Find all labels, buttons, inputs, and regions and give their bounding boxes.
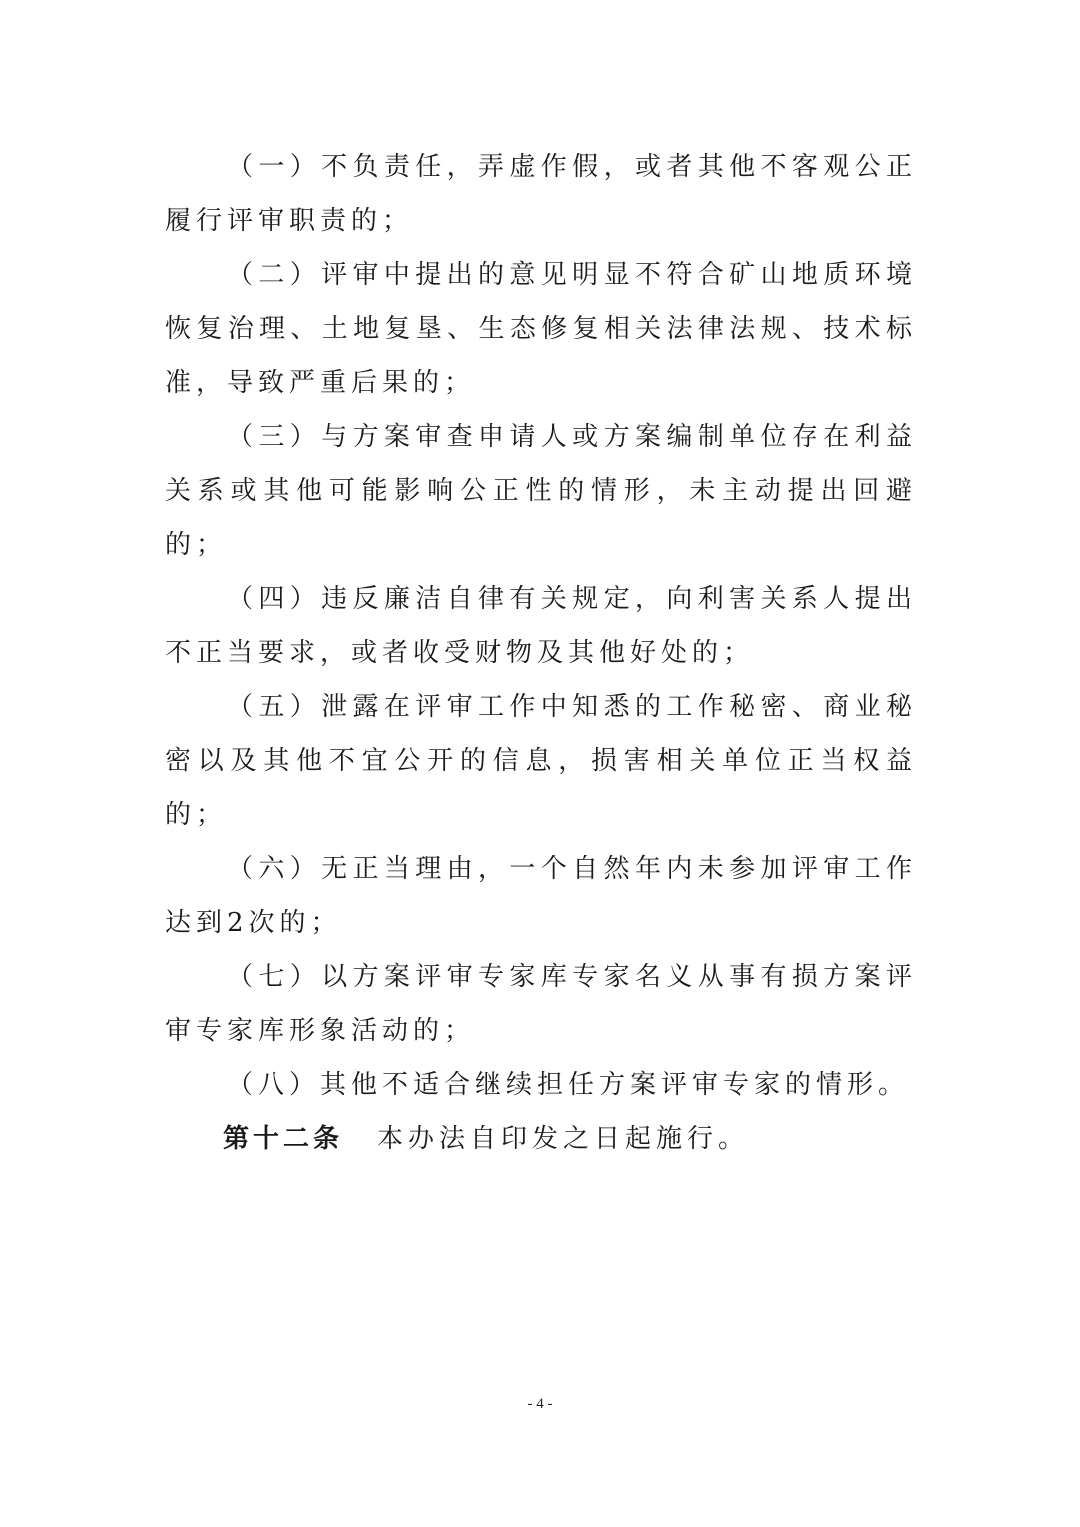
document-body: [165, 140, 917, 1166]
clause-item-6: （六）无正当理由，一个自然年内未参加评审工作达到2次的；: [165, 854, 917, 938]
clause-item-7: （七）以方案评审专家库专家名义从事有损方案评审专家库形象活动的；: [165, 962, 917, 1046]
article-text: 本办法自印发之日起施行。: [377, 1124, 750, 1154]
page-number: - 4 -: [527, 1396, 553, 1412]
clause-item-1: （一）不负责任，弄虚作假，或者其他不客观公正履行评审职责的；: [165, 152, 917, 236]
clause-item-8: （八）其他不适合继续担任方案评审专家的情形。: [227, 1070, 910, 1100]
clause-item-2: （二）评审中提出的意见明显不符合矿山地质环境恢复治理、土地复垦、生态修复相关法律法规、技术标准，导致严重后果的；: [165, 260, 917, 398]
article-twelve: [165, 1112, 917, 1166]
clause-item-5: （五）泄露在评审工作中知悉的工作秘密、商业秘密以及其他不宜公开的信息，损害相关单位正当权益的；: [165, 692, 917, 830]
article-number: 第十二条: [223, 1124, 344, 1154]
clause-item-4: （四）违反廉洁自律有关规定，向利害关系人提出不正当要求，或者收受财物及其他好处的；: [165, 584, 917, 668]
clause-item-3: （三）与方案审查申请人或方案编制单位存在利益关系或其他可能影响公正性的情形，未主动提出回避的；: [165, 422, 917, 560]
